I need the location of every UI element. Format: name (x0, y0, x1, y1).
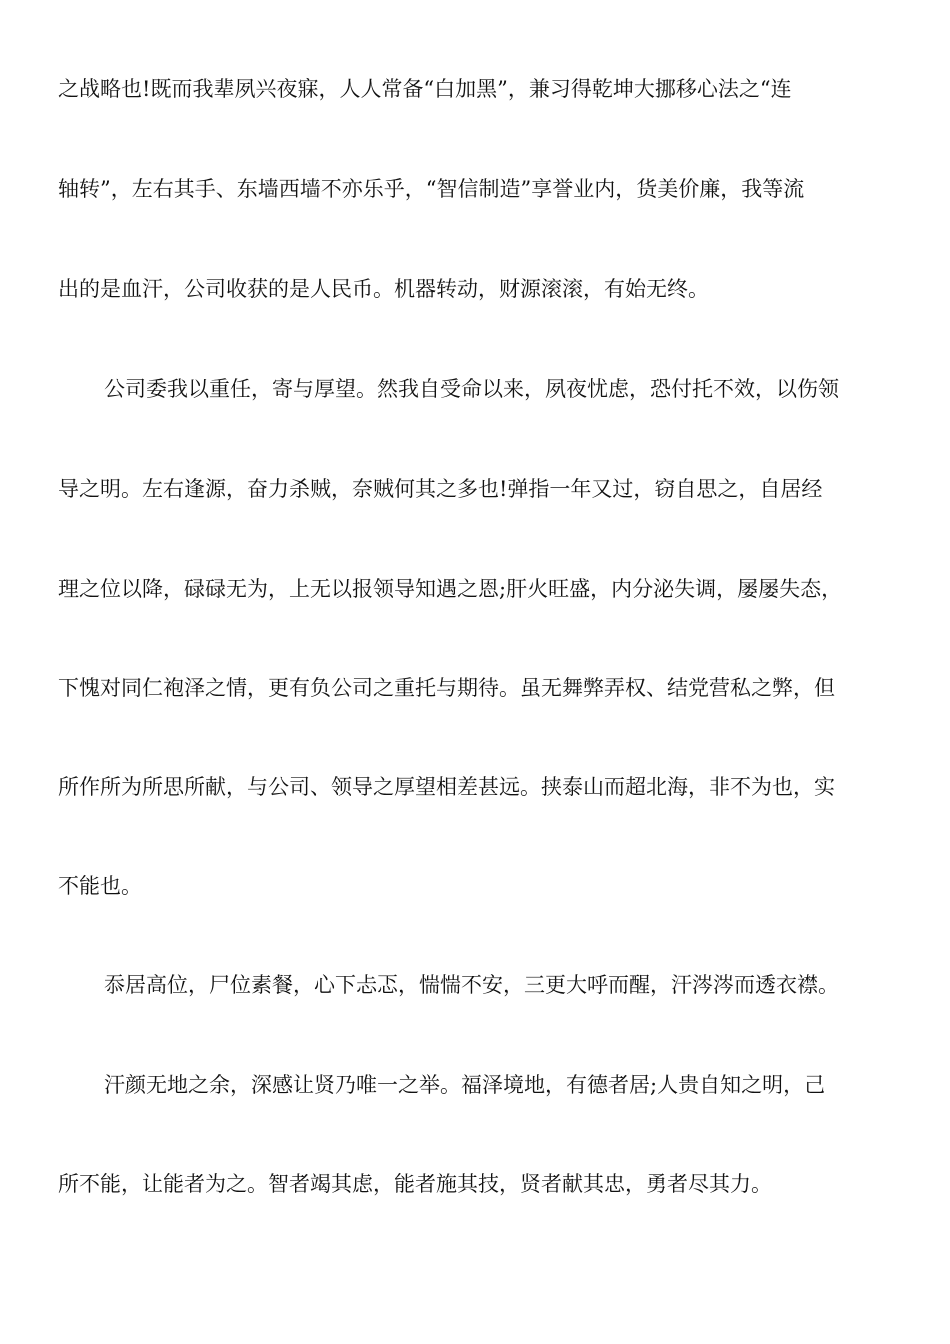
text-line: 导之明。左右逢源，奋力杀贼，奈贼何其之多也!弹指一年又过，窃自思之，自居经 (58, 477, 823, 501)
text-line: 所不能，让能者为之。智者竭其虑，能者施其技，贤者献其忠，勇者尽其力。 (58, 1172, 772, 1196)
text-line: 轴转”，左右其手、东墙西墙不亦乐乎，“智信制造”享誉业内，货美价廉，我等流 (58, 177, 805, 201)
paragraph-start-line: 忝居高位，尸位素餐，心下忐忑，惴惴不安，三更大呼而醒，汗涔涔而透衣襟。 (104, 973, 839, 997)
text-line: 出的是血汗，公司收获的是人民币。机器转动，财源滚滚，有始无终。 (58, 277, 709, 301)
text-line: 下愧对同仁袍泽之情，更有负公司之重托与期待。虽无舞弊弄权、结党营私之弊，但 (58, 676, 835, 700)
paragraph-start-line: 汗颜无地之余，深感让贤乃唯一之举。福泽境地，有德者居;人贵自知之明，己 (104, 1073, 826, 1097)
paragraph-start-line: 公司委我以重任，寄与厚望。然我自受命以来，夙夜忧虑，恐付托不效，以伤领 (104, 377, 839, 401)
text-line: 理之位以降，碌碌无为，上无以报领导知遇之恩;肝火旺盛，内分泌失调，屡屡失态， (58, 577, 843, 601)
text-line: 之战略也!既而我辈夙兴夜寐，人人常备“白加黑”，兼习得乾坤大挪移心法之“连 (58, 77, 792, 101)
text-line: 所作所为所思所献，与公司、领导之厚望相差甚远。挟泰山而超北海，非不为也，实 (58, 775, 835, 799)
text-line: 不能也。 (58, 874, 142, 898)
